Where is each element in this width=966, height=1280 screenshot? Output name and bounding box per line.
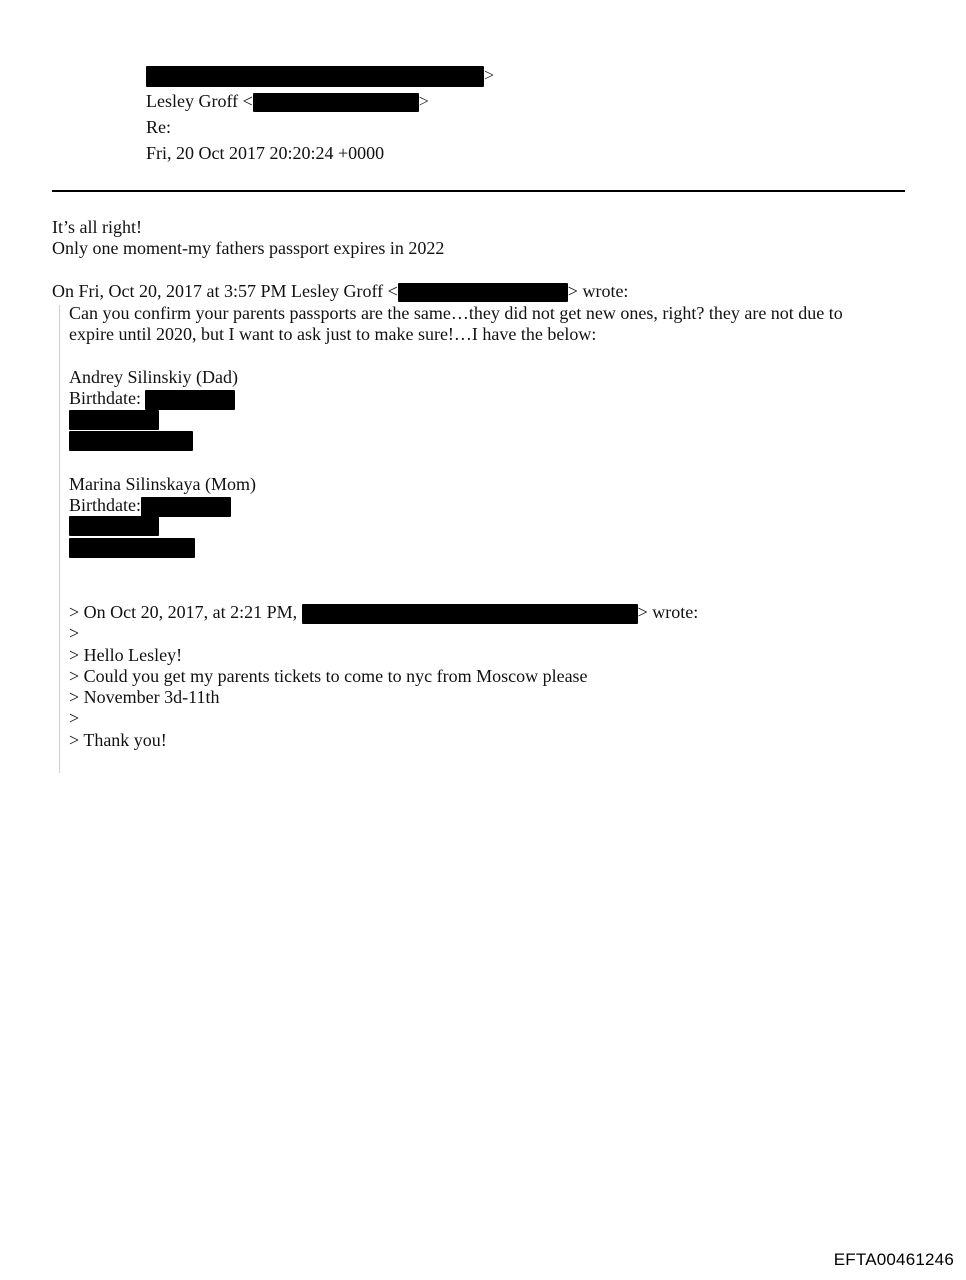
dad-birthdate: Birthdate: — [69, 388, 235, 410]
subject-value: Re: — [146, 117, 171, 137]
mom-birthdate: Birthdate: — [69, 495, 231, 517]
dad-name: Andrey Silinskiy (Dad) — [69, 367, 238, 387]
redaction-block — [69, 538, 195, 558]
from-value: > — [146, 64, 494, 87]
nested-quote-line: > Could you get my parents tickets to come to nyc from Moscow please — [69, 666, 588, 686]
to-value: Lesley Groff < > — [146, 91, 429, 111]
mom-name: Marina Silinskaya (Mom) — [69, 474, 256, 494]
nested-quote-line: > November 3d-11th — [69, 687, 220, 707]
quote-bar — [59, 305, 60, 773]
reply-line: It’s all right! — [52, 217, 142, 237]
nested-attribution: > On Oct 20, 2017, at 2:21 PM, > wrote: — [69, 602, 699, 622]
redaction-block — [145, 390, 235, 410]
quote-line: Can you confirm your parents passports are the same…they did not get new ones, right? they are not due to — [69, 303, 843, 323]
redaction-block — [69, 431, 193, 451]
redaction-block — [146, 66, 484, 87]
quote-attribution: On Fri, Oct 20, 2017 at 3:57 PM Lesley Groff < > wrote: — [52, 281, 629, 301]
quote-line: expire until 2020, but I want to ask just to make sure!…I have the below: — [69, 324, 597, 344]
redaction-block — [69, 410, 159, 430]
nested-quote-line: > — [69, 623, 80, 643]
header-divider — [52, 190, 905, 192]
redaction-block — [69, 516, 159, 536]
nested-quote-line: > — [69, 708, 80, 728]
nested-quote-line: > Thank you! — [69, 730, 167, 750]
redaction-block — [398, 283, 568, 302]
reply-line: Only one moment-my fathers passport expires in 2022 — [52, 238, 445, 258]
redaction-block — [253, 93, 419, 112]
document-id: EFTA00461246 — [833, 1250, 954, 1269]
redaction-block — [302, 604, 638, 624]
nested-quote-line: > Hello Lesley! — [69, 645, 183, 665]
redaction-block — [141, 497, 231, 517]
date-value: Fri, 20 Oct 2017 20:20:24 +0000 — [146, 143, 385, 163]
